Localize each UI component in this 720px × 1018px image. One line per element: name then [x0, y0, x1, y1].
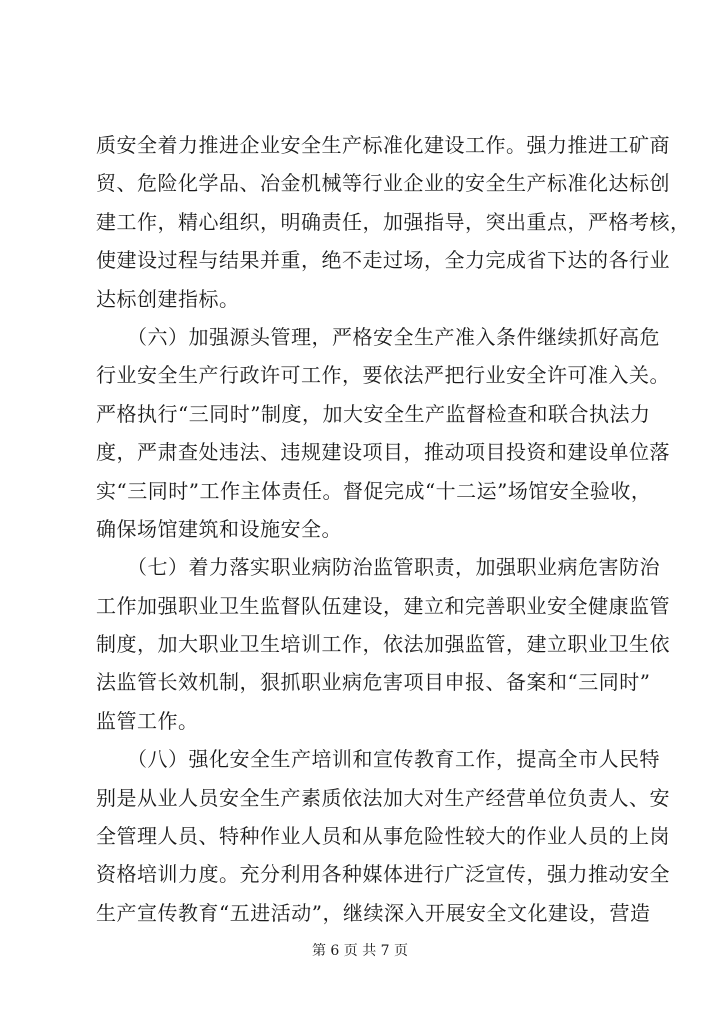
text-line: 制度，加大职业卫生培训工作，依法加强监管，建立职业卫生依 — [96, 632, 670, 657]
text-line: 行业安全生产行政许可工作，要依法严把行业安全许可准入关。 — [96, 363, 670, 388]
text-line: 监管工作。 — [96, 708, 199, 733]
text-line: 工作加强职业卫生监督队伍建设，建立和完善职业安全健康监管 — [96, 593, 670, 618]
text-line: 使建设过程与结果并重，绝不走过场，全力完成省下达的各行业 — [96, 248, 670, 273]
text-line: 法监管长效机制，狠抓职业病危害项目申报、备案和“三同时” — [96, 670, 651, 695]
text-line: 贸、危险化学品、冶金机械等行业企业的安全生产标准化达标创 — [96, 171, 670, 196]
text-line: 质安全着力推进企业安全生产标准化建设工作。强力推进工矿商 — [96, 133, 670, 157]
text-line: 资格培训力度。充分利用各种媒体进行广泛宣传，强力推动安全 — [96, 862, 670, 887]
text-line: 生产宣传教育“五进活动”，继续深入开展安全文化建设，营造 — [96, 900, 651, 925]
text-line: 别是从业人员安全生产素质依法加大对生产经营单位负责人、安 — [96, 785, 670, 810]
text-line: 严格执行“三同时”制度，加大安全生产监督检查和联合执法力 — [96, 401, 651, 426]
text-line: （七）着力落实职业病防治监管职责，加强职业病危害防治 — [96, 555, 660, 580]
body-text — [96, 126, 696, 932]
text-line: 全管理人员、特种作业人员和从事危险性较大的作业人员的上岗 — [96, 824, 670, 849]
page-footer: 第 6 页 共 7 页 — [311, 943, 409, 959]
text-line: 度，严肃查处违法、违规建设项目，推动项目投资和建设单位落 — [96, 440, 670, 465]
text-line: 达标创建指标。 — [96, 286, 240, 311]
text-line: （六）加强源头管理，严格安全生产准入条件继续抓好高危 — [96, 324, 660, 349]
text-line: 建工作，精心组织，明确责任，加强指导，突出重点，严格考核， — [96, 209, 691, 234]
text-line: 实“三同时”工作主体责任。督促完成“十二运”场馆安全验收， — [96, 478, 652, 503]
text-line: 确保场馆建筑和设施安全。 — [96, 516, 342, 541]
text-line: （八）强化安全生产培训和宣传教育工作，提高全市人民特 — [96, 747, 660, 772]
